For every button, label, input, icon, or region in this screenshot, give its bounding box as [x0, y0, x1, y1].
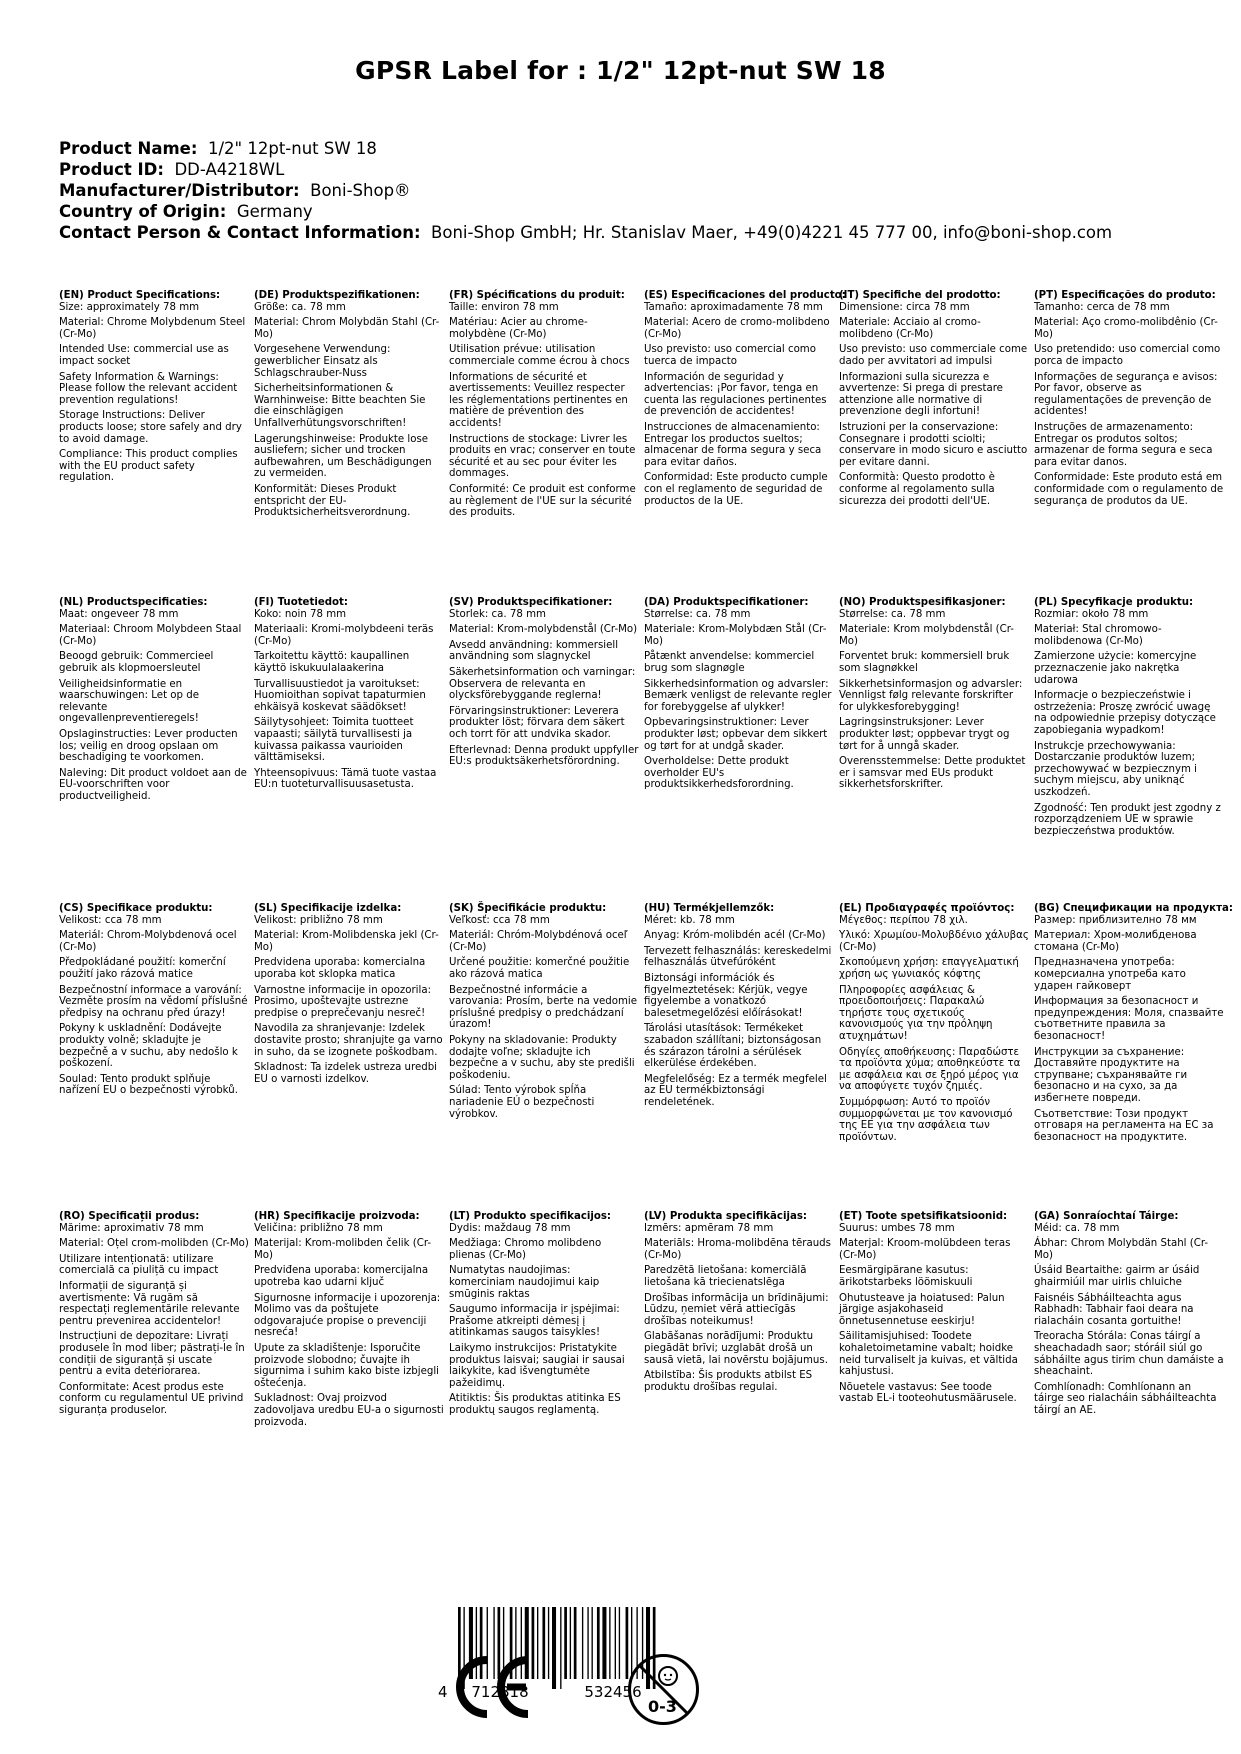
spec-line: Conformidad: Este producto cumple con el reglamento de seguridad de productos de la UE.: [644, 472, 828, 507]
spec-line: Material: Chrom Molybdän Stahl (Cr-Mo): [254, 317, 440, 340]
spec-line: Atbilstība: Šis produkts atbilst ES produktu drošības regulai.: [644, 1370, 813, 1393]
spec-line: Dimensione: circa 78 mm: [839, 301, 970, 313]
spec-line: Material: Acero de cromo-molibdeno (Cr-Mo): [644, 317, 830, 340]
barcode-digits-right: 532456: [584, 1683, 642, 1701]
spec-section: [644, 597, 834, 795]
spec-section: [644, 1211, 834, 1397]
spec-line: Beoogd gebruik: Commercieel gebruik als klopmoersleutel: [59, 651, 214, 674]
spec-line: Информация за безопасност и предупреждения: Моля, спазвайте съответните правила за безопасност!: [1034, 996, 1224, 1042]
info-row: [59, 201, 1112, 222]
spec-line: Tamaño: aproximadamente 78 mm: [644, 301, 823, 313]
spec-line: Materiale: Acciaio al cromo-molibdeno (Cr-Mo): [839, 317, 981, 340]
spec-heading: (LT) Produkto specifikacijos:: [449, 1211, 611, 1222]
spec-line: Varnostne informacije in opozorila: Prosimo, upoštevajte ustrezne predpise o preprečevanju nesreč!: [254, 984, 431, 1019]
spec-line: Opbevaringsinstruktioner: Lever produkter løst; opbevar dem sikkert og tørt for at undgå skader.: [644, 717, 828, 752]
spec-line: Informacje o bezpieczeństwie i ostrzeżenia: Proszę zwrócić uwagę na odpowiednie przepisy dotyczące zapobiegania wypadkom!: [1034, 690, 1216, 736]
spec-line: Материал: Хром-молибденова стомана (Cr-Mo): [1034, 930, 1197, 953]
spec-line: Drošības informācija un brīdinājumi: Lūdzu, ņemiet vērā attiecīgās drošības noteikumus!: [644, 1292, 829, 1327]
info-value: Boni-Shop®: [299, 181, 411, 200]
spec-line: Materiāls: Hroma-molibdēna tērauds (Cr-Mo): [644, 1238, 831, 1261]
spec-line: Предназначена употреба: комерсиална употреба като ударен гайковерт: [1034, 957, 1186, 992]
spec-line: Förvaringsinstruktioner: Leverera produkter löst; förvara dem säkert och torrt för att undvika skador.: [449, 705, 625, 740]
spec-heading: (HR) Specifikacije proizvoda:: [254, 1211, 420, 1222]
spec-line: Megfelelőség: Ez a termék megfelel az EU termékbiztonsági rendeletének.: [644, 1073, 827, 1108]
spec-line: Veľkosť: cca 78 mm: [449, 914, 550, 926]
spec-line: Instrucciones de almacenamiento: Entregar los productos sueltos; almacenar de forma segura y seca para evitar daños.: [644, 421, 822, 468]
spec-line: Instrucțiuni de depozitare: Livrați produsele în mod liber; păstrați-le în condiții de siguranță și uscate pentru a evita deteriorarea.: [59, 1331, 245, 1378]
spec-line: Numatytas naudojimas: komerciniam naudojimui kaip smūginis raktas: [449, 1265, 600, 1300]
spec-line: Ohutusteave ja hoiatused: Palun järgige asjakohaseid õnnetusennetuse eeskirju!: [839, 1292, 1005, 1327]
spec-heading: (DA) Produktspecifikationer:: [644, 597, 809, 608]
spec-line: Material: Krom-molybdenstål (Cr-Mo): [449, 624, 638, 636]
info-value: Germany: [226, 202, 313, 221]
age-label: 0-3: [648, 1697, 677, 1716]
spec-line: Dydis: maždaug 78 mm: [449, 1222, 571, 1234]
spec-line: Skladnost: Ta izdelek ustreza uredbi EU o varnosti izdelkov.: [254, 1062, 438, 1085]
spec-heading: (ES) Especificaciones del producto:: [644, 290, 846, 301]
spec-line: Instruções de armazenamento: Entregar os produtos soltos; armazenar de forma segura e seca para evitar danos.: [1034, 421, 1213, 468]
spec-line: Instructions de stockage: Livrer les produits en vrac; conserver en toute sécurité et au sec pour éviter les dommages.: [449, 433, 636, 480]
spec-section: [839, 903, 1029, 1147]
spec-line: Tárolási utasítások: Termékeket szabadon szállítani; biztonságosan és szárazon tárolni a sérülések elkerülése érdekében.: [644, 1023, 822, 1070]
spec-line: Materiál: Chróm-Molybdénová oceľ (Cr-Mo): [449, 930, 628, 953]
spec-line: Určené použitie: komerčné použitie ako rázová matica: [449, 957, 630, 980]
info-label: Product Name:: [59, 139, 198, 158]
spec-section: [449, 597, 639, 772]
spec-section: [449, 903, 639, 1124]
info-label: Country of Origin:: [59, 202, 227, 221]
spec-line: Méret: kb. 78 mm: [644, 914, 735, 926]
spec-line: Predviđena uporaba: komercijalna upotreba kao udarni ključ: [254, 1265, 429, 1288]
spec-line: Velikost: približno 78 mm: [254, 914, 383, 926]
spec-line: Materiale: Krom molybdenstål (Cr-Mo): [839, 624, 1014, 647]
spec-line: Predvidena uporaba: komercialna uporaba kot sklopka matica: [254, 957, 426, 980]
spec-section: [1034, 290, 1224, 511]
spec-line: Materijal: Krom-molibden čelik (Cr-Mo): [254, 1238, 432, 1261]
spec-line: Størrelse: ca. 78 mm: [839, 608, 946, 620]
spec-line: Předpokládané použití: komerční použití jako rázová matice: [59, 957, 226, 980]
spec-line: Overholdelse: Dette produkt overholder EU's produktsikkerhedsforordning.: [644, 756, 794, 791]
spec-line: Soulad: Tento produkt splňuje nařízení EU o bezpečnosti výrobků.: [59, 1073, 238, 1097]
spec-line: Инструкции за съхранение: Доставяйте продуктите на струпване; съхранявайте ги безопасно и на сухо, за да избегнете повреди.: [1034, 1046, 1188, 1104]
spec-line: Sikkerhedsinformation og advarsler: Bemærk venligst de relevante regler for forebyggelse af ulykker!: [644, 678, 832, 713]
spec-line: Naleving: Dit product voldoet aan de EU-voorschriften voor productveiligheid.: [59, 767, 247, 802]
spec-heading: (FI) Tuotetiedot:: [254, 597, 348, 608]
spec-line: Tarkoitettu käyttö: kaupallinen käyttö iskukuulalaakerina: [254, 651, 410, 674]
spec-heading: (FR) Spécifications du produit:: [449, 290, 625, 301]
info-label: Contact Person & Contact Information:: [59, 223, 421, 242]
spec-line: Sigurnosne informacije i upozorenja: Molimo vas da poštujete odgovarajuće propise o prevenciji nesreća!: [254, 1292, 441, 1339]
spec-line: Ábhar: Chrom Molybdän Stahl (Cr-Mo): [1034, 1238, 1209, 1261]
spec-line: Safety Information & Warnings: Please follow the relevant accident prevention regulations!: [59, 371, 238, 406]
spec-line: Paredzētā lietošana: komerciālā lietošana kā triecienatslēga: [644, 1265, 807, 1288]
product-info: [59, 138, 1112, 243]
spec-line: Pokyny k uskladnění: Dodávejte produkty volně; skladujte je bezpečně a v suchu, aby nedošlo k poškození.: [59, 1023, 238, 1070]
spec-section: [839, 1211, 1029, 1409]
spec-heading: (CS) Specifikace produktu:: [59, 903, 213, 914]
spec-section: [59, 1211, 249, 1421]
spec-line: Glabāšanas norādījumi: Produktu piegādāt brīvi; uzglabāt drošā un sausā vietā, lai novērstu bojājumus.: [644, 1331, 828, 1366]
spec-line: Uso pretendido: uso comercial como porca de impacto: [1034, 344, 1221, 367]
spec-line: Tervezett felhasználás: kereskedelmi felhasználás ütvefúróként: [644, 945, 832, 969]
spec-section: [644, 290, 846, 511]
info-row: [59, 138, 1112, 159]
spec-line: Lagringsinstruksjoner: Lever produkter løst; oppbevar trygt og tørt for å unngå skader.: [839, 717, 1010, 752]
spec-heading: (SL) Specifikacije izdelka:: [254, 903, 402, 914]
spec-line: Instrukcje przechowywania: Dostarczanie produktów luzem; przechowywać w bezpiecznym i suchym miejscu, aby uniknąć uszkodzeń.: [1034, 740, 1197, 798]
spec-section: [1034, 597, 1224, 841]
spec-line: Συμμόρφωση: Αυτό το προϊόν συμμορφώνεται με τον κανονισμό της ΕΕ για την ασφάλεια των προϊόντων.: [839, 1096, 1013, 1143]
spec-line: Rozmiar: około 78 mm: [1034, 608, 1149, 620]
spec-line: Istruzioni per la conservazione: Consegnare i prodotti sciolti; conservare in modo sicuro e asciutto per evitare danni.: [839, 421, 1028, 468]
spec-line: Съответствие: Този продукт отговаря на регламента на ЕС за безопасност на продуктите.: [1034, 1108, 1214, 1143]
info-value: Boni-Shop GmbH; Hr. Stanislav Maer, +49(0)4221 45 777 00, info@boni-shop.com: [420, 223, 1113, 242]
spec-line: Informații de siguranță și avertismente: Vă rugăm să respectați reglementările relevante pentru prevenirea accidentelor!: [59, 1280, 240, 1327]
spec-line: Material: Krom-Molibdenska jekl (Cr-Mo): [254, 930, 439, 953]
spec-heading: (EN) Product Specifications:: [59, 290, 221, 301]
spec-line: Lagerungshinweise: Produkte lose ausliefern; sicher und trocken aufbewahren, um Beschädigungen zu vermeiden.: [254, 433, 432, 480]
spec-heading: (PL) Specyfikacje produktu:: [1034, 597, 1194, 608]
spec-line: Størrelse: ca. 78 mm: [644, 608, 751, 620]
info-row: [59, 222, 1112, 243]
spec-line: Informazioni sulla sicurezza e avvertenze: Si prega di prestare attenzione alle normative di prevenzione degli infortuni!: [839, 371, 1003, 418]
spec-line: Material: Chrome Molybdenum Steel (Cr-Mo): [59, 317, 246, 340]
spec-heading: (BG) Спецификации на продукта:: [1034, 903, 1233, 914]
info-value: 1/2" 12pt-nut SW 18: [197, 139, 377, 158]
spec-line: Οδηγίες αποθήκευσης: Παραδώστε τα προϊόντα χύμα; αποθηκεύστε τα με ασφάλεια και σε ξηρό μέρος για να αποφύγετε τυχόν ζημιές.: [839, 1046, 1021, 1093]
spec-line: Anyag: Króm-molibdén acél (Cr-Mo): [644, 930, 826, 942]
spec-line: Μέγεθος: περίπου 78 χιλ.: [839, 914, 968, 926]
info-label: Manufacturer/Distributor:: [59, 181, 300, 200]
spec-line: Materiał: Stal chromowo-molibdenowa (Cr-Mo): [1034, 624, 1162, 647]
spec-line: Izmērs: apmēram 78 mm: [644, 1222, 774, 1234]
spec-line: Utilisation prévue: utilisation commerciale comme écrou à chocs: [449, 344, 630, 367]
spec-line: Materiaali: Kromi-molybdeeni teräs (Cr-Mo): [254, 624, 434, 647]
spec-heading: (SV) Produktspecifikationer:: [449, 597, 613, 608]
spec-line: Sukladnost: Ovaj proizvod zadovoljava uredbu EU-a o sigurnosti proizvoda.: [254, 1393, 444, 1428]
spec-line: Utilizare intenționată: utilizare comercială ca piuliță cu impact: [59, 1253, 219, 1277]
spec-line: Tamanho: cerca de 78 mm: [1034, 301, 1170, 313]
spec-line: Forventet bruk: kommersiell bruk som slagnøkkel: [839, 651, 1010, 674]
spec-line: Matériau: Acier au chrome-molybdène (Cr-Mo): [449, 317, 588, 340]
spec-line: Suurus: umbes 78 mm: [839, 1222, 955, 1234]
spec-line: Taille: environ 78 mm: [449, 301, 559, 313]
barcode-digits-left: 712818: [471, 1683, 529, 1701]
spec-line: Påtænkt anvendelse: kommerciel brug som slagnøgle: [644, 651, 815, 674]
spec-line: Größe: ca. 78 mm: [254, 301, 346, 313]
spec-heading: (PT) Especificações do produto:: [1034, 290, 1216, 301]
barcode-digit-prefix: 4: [438, 1683, 448, 1701]
spec-section: [254, 903, 444, 1089]
spec-line: Pokyny na skladovanie: Produkty dodajte voľne; skladujte ich bezpečne a v suchu, aby ste predišli poškodeniu.: [449, 1034, 635, 1081]
spec-line: Conformité: Ce produit est conforme au règlement de l'UE sur la sécurité des produits.: [449, 483, 636, 519]
spec-line: Bezpečnostní informace a varování: Vezměte prosím na vědomí příslušné předpisy na ochranu před úrazy!: [59, 984, 248, 1019]
spec-line: Opslaginstructies: Lever producten los; veilig en droog opslaan om beschadiging te voorkomen.: [59, 728, 238, 764]
spec-line: Overensstemmelse: Dette produktet er i samsvar med EUs produkt sikkerhetsforskrifter.: [839, 756, 1026, 791]
spec-line: Intended Use: commercial use as impact socket: [59, 344, 229, 367]
spec-section: [449, 290, 639, 523]
spec-line: Πληροφορίες ασφάλειας & προειδοποιήσεις: Παρακαλώ τηρήστε τους σχετικούς κανονισμούς για την πρόληψη ατυχημάτων!: [839, 984, 993, 1042]
spec-line: Informations de sécurité et avertissements: Veuillez respecter les réglementations pertinentes en matière de prévention des accidents!: [449, 371, 628, 429]
spec-line: Υλικό: Χρωμίου-Μολυβδένιο χάλυβας (Cr-Mo): [839, 930, 1029, 953]
spec-line: Размер: приблизително 78 мм: [1034, 914, 1197, 926]
spec-section: [254, 290, 444, 523]
spec-line: Medžiaga: Chromo molibdeno plienas (Cr-Mo): [449, 1238, 602, 1261]
spec-section: [59, 290, 249, 488]
spec-heading: (HU) Termékjellemzők:: [644, 903, 775, 914]
spec-section: [839, 290, 1029, 511]
spec-heading: (RO) Specificații produs:: [59, 1211, 200, 1222]
spec-section: [644, 903, 834, 1113]
spec-heading: (ET) Toote spetsifikatsioonid:: [839, 1211, 1008, 1222]
spec-heading: (IT) Specifiche del prodotto:: [839, 290, 1001, 301]
spec-line: Vorgesehene Verwendung: gewerblicher Einsatz als Schlagschrauber-Nuss: [254, 344, 391, 379]
spec-line: Navodila za shranjevanje: Izdelek dostavite prosto; shranjujte ga varno in suho, da se izognete poškodbam.: [254, 1023, 443, 1058]
spec-line: Información de seguridad y advertencias: ¡Por favor, tenga en cuenta las regulaciones pertinentes de prevención de accidentes!: [644, 371, 827, 418]
spec-heading: (NO) Produktspesifikasjoner:: [839, 597, 1006, 608]
spec-line: Méid: ca. 78 mm: [1034, 1222, 1120, 1234]
spec-line: Uso previsto: uso commerciale come dado per avvitatori ad impulsi: [839, 344, 1028, 367]
info-row: [59, 159, 1112, 180]
spec-section: [1034, 903, 1233, 1147]
spec-line: Conformidade: Este produto está em conformidade com o regulamento de segurança de produtos da UE.: [1034, 472, 1224, 507]
spec-line: Materjal: Kroom-molübdeen teras (Cr-Mo): [839, 1238, 1011, 1261]
spec-line: Informações de segurança e avisos: Por favor, observe as regulamentações de prevenção de acidentes!: [1034, 371, 1218, 418]
spec-line: Conformità: Questo prodotto è conforme al regolamento sulla sicurezza dei prodotti dell'UE.: [839, 472, 995, 507]
spec-line: Veiligheidsinformatie en waarschuwingen: Let op de relevante ongevallenpreventieregels!: [59, 678, 199, 725]
spec-line: Comhlíonadh: Comhlíonann an táirge seo rialacháin sábháilteachta táirgí an AE.: [1034, 1381, 1217, 1416]
info-value: DD-A4218WL: [163, 160, 285, 179]
spec-line: Laikymo instrukcijos: Pristatykite produktus laisvai; saugiai ir sausai laikykite, kad išvengtumėte pažeidimų.: [449, 1342, 625, 1389]
spec-line: Materiál: Chrom-Molybdenová ocel (Cr-Mo): [59, 930, 237, 953]
spec-line: Treoracha Stórála: Conas táirgí a sheachadadh saor; stóráil siúl go sábháilte agus tirim chun damáiste a sheachaint.: [1034, 1331, 1224, 1378]
spec-line: Efterlevnad: Denna produkt uppfyller EU:s produktsäkerhetsförordning.: [449, 744, 639, 768]
spec-line: Conformitate: Acest produs este conform cu regulamentul UE privind siguranța produselor.: [59, 1381, 244, 1416]
spec-line: Zgodność: Ten produkt jest zgodny z rozporządzeniem UE w sprawie bezpieczeństwa produktów.: [1034, 802, 1221, 837]
spec-line: Storlek: ca. 78 mm: [449, 608, 546, 620]
spec-section: [449, 1211, 639, 1421]
spec-heading: (EL) Προδιαγραφές προϊόντος:: [839, 903, 1015, 914]
spec-heading: (NL) Productspecificaties:: [59, 597, 208, 608]
spec-line: Material: Aço cromo-molibdênio (Cr-Mo): [1034, 317, 1218, 340]
spec-line: Mărime: aproximativ 78 mm: [59, 1222, 204, 1234]
spec-line: Size: approximately 78 mm: [59, 301, 200, 313]
spec-line: Sikkerhetsinformasjon og advarsler: Vennligst følg relevante forskrifter for ulykkesforebygging!: [839, 678, 1023, 713]
spec-line: Saugumo informacija ir įspėjimai: Prašome atkreipti dėmesį į atitinkamas saugos taisykles!: [449, 1304, 620, 1339]
spec-line: Zamierzone użycie: komercyjne przeznaczenie jako nakrętka udarowa: [1034, 651, 1197, 686]
spec-line: Biztonsági információk és figyelmeztetések: Kérjük, vegye figyelembe a vonatkozó balesetmegelőzési előírásokat!: [644, 972, 808, 1019]
spec-heading: (LV) Produkta specifikācijas:: [644, 1211, 807, 1222]
spec-line: Material: Oțel crom-molibden (Cr-Mo): [59, 1238, 249, 1250]
spec-line: Faisnéis Sábháilteachta agus Rabhadh: Tabhair faoi deara na rialacháin cosanta gortuithe!: [1034, 1292, 1194, 1327]
spec-line: Bezpečnostné informácie a varovania: Prosím, berte na vedomie príslušné predpisy o predchádzaní úrazom!: [449, 984, 638, 1031]
info-row: [59, 180, 1112, 201]
spec-line: Säilitamisjuhised: Toodete kohaletoimetamine vabalt; hoidke neid turvaliselt ja kuivas, et vältida kahjustusi.: [839, 1331, 1018, 1378]
spec-section: [59, 597, 249, 807]
spec-section: [254, 597, 444, 795]
spec-line: Storage Instructions: Deliver products loose; store safely and dry to avoid damage.: [59, 410, 242, 445]
not-for-children-0-3-icon: [626, 1652, 701, 1727]
spec-line: Yhteensopivuus: Tämä tuote vastaa EU:n tuoteturvallisuusasetusta.: [254, 767, 437, 791]
ce-mark-icon: [452, 1652, 532, 1722]
spec-line: Upute za skladištenje: Isporučite proizvode slobodno; čuvajte ih sigurnima i suhim kako biste izbjegli oštećenja.: [254, 1342, 439, 1389]
spec-section: [1034, 1211, 1224, 1421]
spec-heading: (DE) Produktspezifikationen:: [254, 290, 420, 301]
spec-section: [839, 597, 1029, 795]
spec-line: Materiaal: Chroom Molybdeen Staal (Cr-Mo): [59, 624, 242, 647]
spec-line: Sicherheitsinformationen & Warnhinweise: Bitte beachten Sie die einschlägigen Unfallverhütungsvorschriften!: [254, 383, 426, 429]
spec-line: Konformität: Dieses Produkt entspricht der EU-Produktsicherheitsverordnung.: [254, 483, 411, 519]
spec-line: Turvallisuustiedot ja varoitukset: Huomioithan sopivat tapaturmien ehkäisyä koskevat säädökset!: [254, 678, 426, 713]
spec-line: Veličina: približno 78 mm: [254, 1222, 383, 1234]
spec-line: Velikost: cca 78 mm: [59, 914, 162, 926]
page-title: GPSR Label for : 1/2" 12pt-nut SW 18: [355, 56, 886, 85]
info-label: Product ID:: [59, 160, 164, 179]
spec-section: [59, 903, 249, 1101]
spec-section: [254, 1211, 444, 1432]
spec-line: Súlad: Tento výrobok spĺňa nariadenie EÚ o bezpečnosti výrobkov.: [449, 1085, 595, 1120]
spec-line: Eesmärgipärane kasutus: ärikotstarbeks löömiskuuli: [839, 1265, 973, 1288]
spec-line: Nõuetele vastavus: See toode vastab EL-i tooteohutusmäärusele.: [839, 1381, 1017, 1405]
spec-line: Koko: noin 78 mm: [254, 608, 347, 620]
spec-line: Úsáid Beartaithe: gairm ar úsáid ghairmiúil mar uirlis chluiche: [1034, 1265, 1200, 1288]
spec-line: Säkerhetsinformation och varningar: Observera de relevanta en olycksförebyggande reglerna!: [449, 666, 636, 702]
spec-heading: (GA) Sonraíochtaí Táirge:: [1034, 1211, 1179, 1222]
spec-line: Maat: ongeveer 78 mm: [59, 608, 179, 620]
spec-line: Materiale: Krom-Molybdæn Stål (Cr-Mo): [644, 624, 827, 647]
spec-heading: (SK) Špecifikácie produktu:: [449, 903, 607, 914]
spec-line: Atitiktis: Šis produktas atitinka ES produktų saugos reglamentą.: [449, 1393, 621, 1416]
spec-line: Avsedd användning: kommersiell användning som slagnyckel: [449, 639, 619, 663]
spec-line: Σκοπούμενη χρήση: επαγγελματική χρήση ως γωνιακός κόφτης: [839, 957, 1019, 980]
spec-line: Compliance: This product complies with the EU product safety regulation.: [59, 449, 238, 484]
spec-line: Uso previsto: uso comercial como tuerca de impacto: [644, 344, 816, 367]
spec-line: Säilytysohjeet: Toimita tuotteet vapaasti; säilytä turvallisesti ja kuivassa paikassa vaurioiden välttämiseksi.: [254, 717, 414, 764]
